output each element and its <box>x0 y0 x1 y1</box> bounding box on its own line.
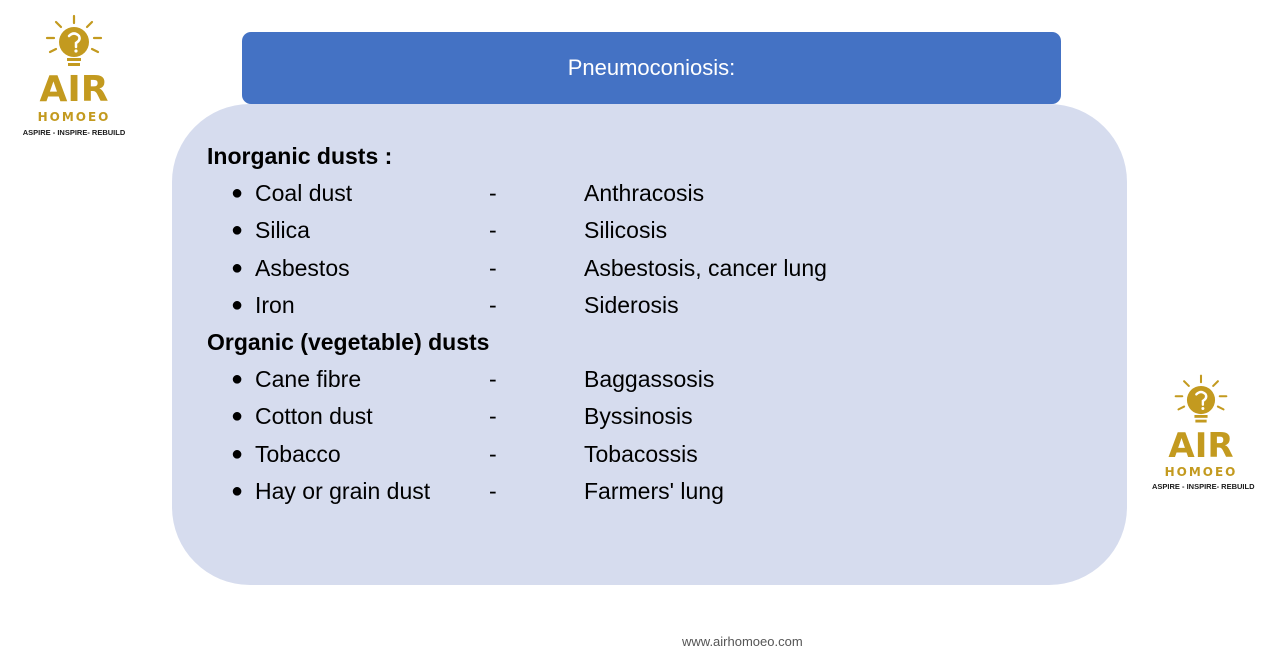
separator-dash: - <box>489 440 497 467</box>
logo-tagline: ASPIRE - INSPIRE- REBUILD <box>1152 482 1255 491</box>
list-item <box>207 473 1087 510</box>
dust-cause: Cane fibre <box>255 366 362 393</box>
dust-cause: Coal dust <box>255 180 353 206</box>
disease-name: Anthracosis <box>584 180 705 206</box>
logo-subtitle: HOMOEO <box>1164 465 1238 479</box>
logo-top-left <box>22 14 126 137</box>
disease-name: Farmers' lung <box>584 478 724 505</box>
dust-disease-list <box>207 138 1087 510</box>
bullet-icon: ● <box>231 405 244 428</box>
disease-name: Silicosis <box>584 217 668 244</box>
separator-dash: - <box>489 254 497 281</box>
lightbulb-icon <box>1171 373 1231 427</box>
list-item <box>207 398 1087 435</box>
disease-name: Byssinosis <box>584 403 693 430</box>
list-item <box>207 436 1087 473</box>
section-heading-organic: Organic (vegetable) dusts <box>207 329 490 356</box>
separator-dash: - <box>489 478 497 505</box>
list-item <box>207 361 1087 398</box>
disease-name: Siderosis <box>584 291 679 318</box>
dust-cause: Cotton dust <box>255 403 373 430</box>
dust-cause: Silica <box>255 217 310 244</box>
dust-cause: Iron <box>255 291 295 318</box>
slide-title-bar <box>242 32 1061 104</box>
separator-dash: - <box>489 180 497 206</box>
disease-name: Asbestosis, cancer lung <box>584 254 827 281</box>
slide-title: Pneumoconiosis: <box>567 55 736 80</box>
logo-right <box>1152 373 1255 491</box>
list-item <box>207 287 1087 324</box>
list-item <box>207 250 1087 287</box>
dust-cause: Hay or grain dust <box>255 478 431 505</box>
bullet-icon: ● <box>231 182 244 204</box>
disease-name: Tobacossis <box>584 440 698 467</box>
bullet-icon: ● <box>231 442 244 465</box>
bullet-icon: ● <box>231 256 244 279</box>
separator-dash: - <box>489 291 497 318</box>
section-heading-inorganic: Inorganic dusts : <box>207 143 393 169</box>
dust-cause: Tobacco <box>255 440 341 467</box>
logo-wordmark: AIR <box>1168 426 1234 466</box>
logo-tagline: ASPIRE - INSPIRE- REBUILD <box>22 128 126 137</box>
logo-wordmark: AIR <box>39 69 109 110</box>
lightbulb-icon <box>42 14 106 70</box>
bullet-icon: ● <box>231 293 244 316</box>
bullet-icon: ● <box>231 368 244 391</box>
separator-dash: - <box>489 366 497 393</box>
bullet-icon: ● <box>231 480 244 503</box>
logo-subtitle: HOMOEO <box>37 110 111 124</box>
list-item <box>207 175 1087 212</box>
separator-dash: - <box>489 217 497 244</box>
list-item <box>207 212 1087 249</box>
disease-name: Baggassosis <box>584 366 715 393</box>
dust-cause: Asbestos <box>255 254 350 281</box>
bullet-icon: ● <box>231 219 244 242</box>
footer-website: www.airhomoeo.com <box>682 634 803 649</box>
separator-dash: - <box>489 403 497 430</box>
